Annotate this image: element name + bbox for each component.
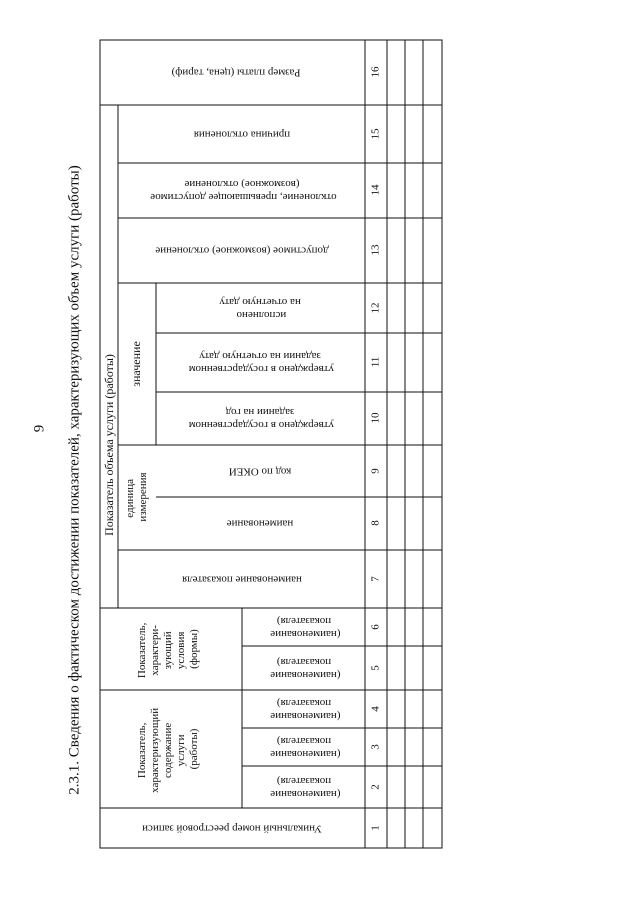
col-8-header: наименование: [226, 517, 294, 530]
col-5-header: (наименование показателя): [270, 656, 341, 681]
col-2-header: (наименование показателя): [270, 775, 341, 800]
col-6-header: (наименование показателя): [270, 615, 341, 640]
col-3-header: (наименование показателя): [270, 735, 341, 760]
col-number-5: 5: [369, 665, 382, 671]
conditions-group-header: Показатель, характери- зующий условия (формы): [136, 622, 200, 679]
col-number-3: 3: [369, 744, 382, 750]
page-number: 9: [31, 424, 48, 433]
col-number-15: 15: [369, 128, 382, 140]
col-12-header: исполнено на отчетную дату: [219, 296, 301, 321]
col-number-9: 9: [369, 468, 382, 474]
col-10-header: утверждено в государственном задании на год: [188, 406, 334, 431]
col-number-1: 1: [369, 825, 382, 831]
col-number-6: 6: [369, 624, 382, 630]
col-number-12: 12: [369, 302, 382, 314]
content-group-header: Показатель, характеризующий содержание услуги (работы): [136, 707, 200, 793]
col-number-16: 16: [369, 66, 382, 78]
value-group-header: значение: [128, 341, 143, 387]
col-15-header: причина отклонения: [193, 128, 291, 141]
unit-group-header: единица измерения: [124, 472, 149, 522]
col-number-14: 14: [369, 184, 382, 196]
col-number-4: 4: [369, 706, 382, 712]
col-14-header: отклонение, превышающее допустимое (возможное) отклонение: [150, 178, 337, 203]
col-7-header: наименование показателя: [182, 573, 302, 586]
col-number-13: 13: [369, 244, 382, 256]
col-9-header: код по ОКЕИ: [228, 465, 292, 478]
col-13-header: допустимое (возможное) отклонение: [155, 244, 329, 257]
col-16-header: Размер платы (цена, тариф): [171, 66, 301, 79]
col-4-header: (наименование показателя): [270, 697, 341, 722]
section-title-text: 2.3.1. Сведения о фактическом достижении показателей, характеризующих объем услуги (работы): [66, 165, 83, 795]
col-number-10: 10: [369, 412, 382, 424]
col-number-7: 7: [369, 576, 382, 582]
volume-group-header: Показатель объема услуги (работы): [101, 354, 116, 536]
col-11-header: утверждено в государственном задании на отчетную дату: [188, 350, 334, 375]
col-1-header: Уникальный номер реестровой записи: [142, 822, 322, 835]
col-number-8: 8: [369, 520, 382, 526]
col-number-2: 2: [369, 784, 382, 790]
col-number-11: 11: [369, 356, 382, 368]
